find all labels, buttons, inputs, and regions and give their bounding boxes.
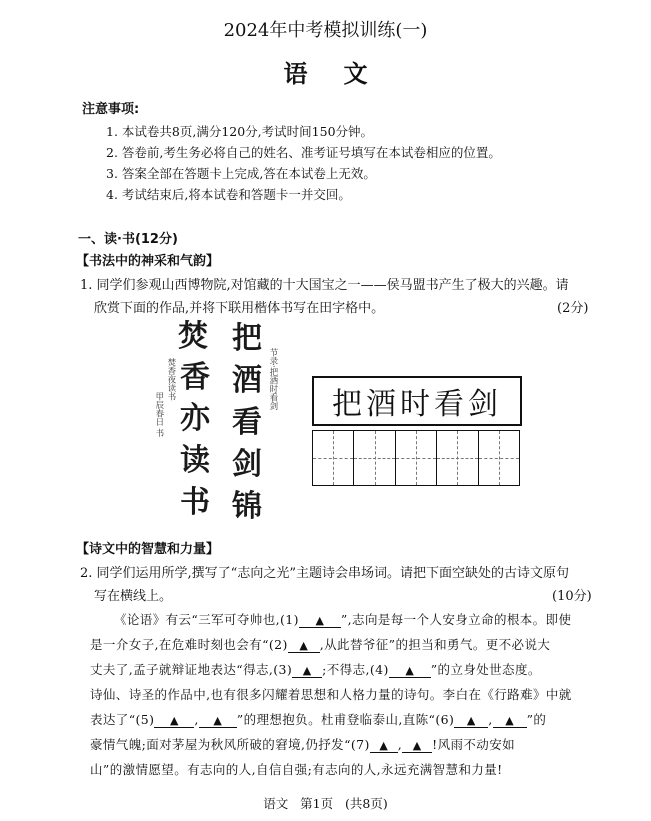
couplet-text-box: 把酒时看剑 — [312, 376, 522, 426]
question-2-line-1: 2. 同学们运用所学,撰写了“志向之光”主题诗会串场词。请把下面空缺处的古诗文原句 — [80, 566, 569, 581]
grid-cell[interactable] — [479, 431, 519, 485]
section-heading: 一、读·书(12分) — [78, 232, 178, 247]
subject-title: 语文 — [283, 59, 404, 88]
notice-item-3: 3. 答案全部在答题卡上完成,答在本试卷上无效。 — [106, 166, 376, 181]
answer-blank[interactable]: ▲ — [292, 664, 322, 678]
notice-heading: 注意事项: — [82, 102, 140, 117]
notice-item-4: 4. 考试结束后,将本试卷和答题卡一并交回。 — [106, 187, 351, 202]
passage-line: 表达了“(5) ▲ , ▲ ”的理想抱负。杜甫登临泰山,直陈“(6) ▲ , ▲ ”的 — [90, 712, 547, 727]
question-1-line-1: 1. 同学们参观山西博物院,对馆藏的十大国宝之一——侯马盟书产生了极大的兴趣。请 — [80, 278, 569, 293]
artwork-char: 香 — [180, 360, 210, 395]
part2-heading: 【诗文中的智慧和力量】 — [76, 542, 220, 557]
part1-heading: 【书法中的神采和气韵】 — [76, 254, 220, 269]
answer-blank[interactable]: ▲ — [154, 714, 194, 728]
answer-blank[interactable]: ▲ — [370, 739, 398, 753]
artwork-inscription-right: 节录·把酒时看剑 — [267, 348, 278, 411]
notice-item-1: 1. 本试卷共8页,满分120分,考试时间150分钟。 — [106, 124, 374, 139]
artwork-inscription-left: 甲辰春日 书 — [153, 392, 164, 438]
question-2-line-2: 写在横线上。 — [94, 589, 173, 604]
artwork-char: 读 — [180, 443, 210, 478]
question-2-score: (10分) — [552, 589, 592, 604]
question-1-score: (2分) — [557, 301, 589, 316]
answer-blank[interactable]: ▲ — [389, 664, 431, 678]
question-1-line-2: 欣赏下面的作品,并将下联用楷体书写在田字格中。 — [94, 301, 385, 316]
passage-line: 是一介女子,在危难时刻也会有“(2) ▲ ,从此替爷征”的担当和勇气。更不必说大 — [90, 637, 551, 652]
passage-line: 丈夫了,孟子就辩证地表达“得志,(3) ▲ ;不得志,(4) ▲ ”的立身处世态度。 — [90, 662, 541, 677]
answer-blank[interactable]: ▲ — [454, 714, 488, 728]
notice-item-2: 2. 答卷前,考生务必将自己的姓名、准考证号填写在本试卷相应的位置。 — [106, 145, 501, 160]
grid-cell[interactable] — [354, 431, 395, 485]
passage-line: 诗仙、诗圣的作品中,也有很多闪耀着思想和人格力量的诗句。李白在《行路难》中就 — [90, 687, 572, 702]
answer-blank[interactable]: ▲ — [299, 614, 341, 628]
tianzige-grid[interactable] — [312, 430, 520, 486]
artwork-char: 剑 — [232, 447, 262, 482]
artwork-char: 亦 — [180, 401, 210, 436]
answer-blank[interactable]: ▲ — [199, 714, 237, 728]
passage-line: 《论语》有云“三军可夺帅也,(1) ▲ ”,志向是每一个人安身立命的根本。即使 — [114, 612, 572, 627]
answer-blank[interactable]: ▲ — [288, 639, 320, 653]
artwork-char: 焚 — [178, 319, 208, 354]
passage-line: 豪情气魄;面对茅屋为秋风所破的窘境,仍抒发“(7) ▲ , ▲ !风雨不动安如 — [90, 737, 515, 752]
artwork-char: 看 — [232, 405, 262, 440]
artwork-char: 锦 — [232, 489, 262, 524]
exam-title: 2024年中考模拟训练(一) — [223, 20, 428, 41]
passage-line: 山”的激情愿望。有志向的人,自信自强;有志向的人,永远充满智慧和力量! — [90, 762, 503, 777]
page-footer: 语文 第1页 (共8页) — [263, 796, 388, 811]
artwork-char: 把 — [232, 321, 262, 356]
artwork-char: 酒 — [232, 363, 262, 398]
answer-blank[interactable]: ▲ — [402, 739, 432, 753]
grid-cell[interactable] — [437, 431, 478, 485]
grid-cell[interactable] — [396, 431, 437, 485]
answer-blank[interactable]: ▲ — [493, 714, 527, 728]
grid-cell[interactable] — [313, 431, 354, 485]
artwork-inscription-left: 焚香夜读书 — [165, 358, 176, 401]
artwork-char: 书 — [180, 485, 210, 520]
